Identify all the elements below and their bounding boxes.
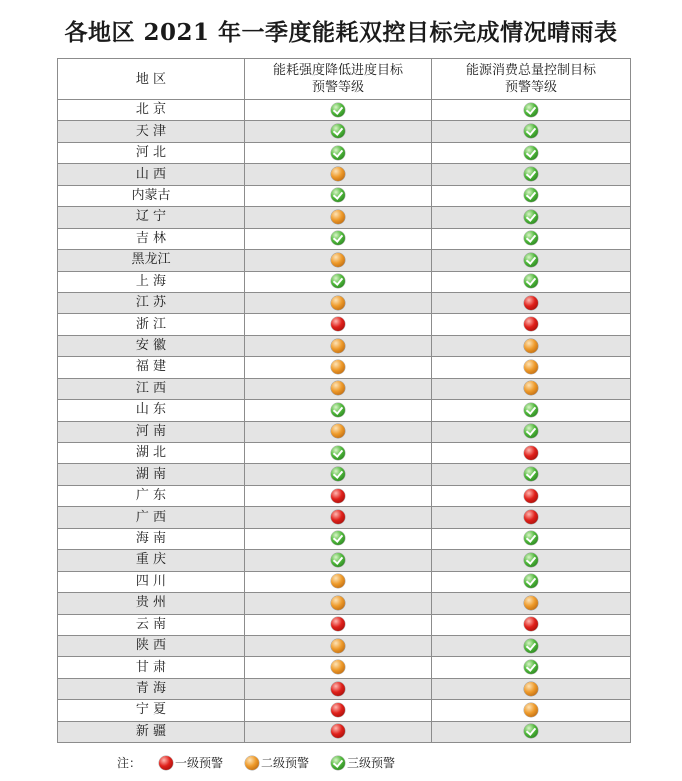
region-cell: 广 东 xyxy=(58,485,245,506)
region-cell: 福 建 xyxy=(58,357,245,378)
region-cell: 青 海 xyxy=(58,678,245,699)
orange-warning-light-icon xyxy=(331,210,345,224)
total-warning-cell xyxy=(432,571,631,592)
intensity-warning-cell xyxy=(245,314,432,335)
header-total xyxy=(432,59,631,100)
orange-warning-light-icon xyxy=(331,660,345,674)
total-warning-cell xyxy=(432,678,631,699)
orange-warning-light-icon xyxy=(331,339,345,353)
intensity-warning-cell xyxy=(245,207,432,228)
region-cell: 湖 北 xyxy=(58,443,245,464)
total-warning-cell xyxy=(432,657,631,678)
orange-warning-light-icon xyxy=(331,360,345,374)
green-warning-light-icon xyxy=(331,188,345,202)
table-row xyxy=(58,250,631,271)
intensity-warning-cell xyxy=(245,100,432,121)
green-warning-light-icon xyxy=(524,253,538,267)
total-warning-cell xyxy=(432,400,631,421)
region-cell: 江 西 xyxy=(58,378,245,399)
total-warning-cell xyxy=(432,292,631,313)
region-cell: 吉 林 xyxy=(58,228,245,249)
total-warning-cell xyxy=(432,378,631,399)
table-row xyxy=(58,357,631,378)
header-total-line2: 预警等级 xyxy=(504,80,557,95)
intensity-warning-cell xyxy=(245,485,432,506)
header-intensity xyxy=(245,59,432,100)
table-row xyxy=(58,657,631,678)
legend-item-label: 一级预警 xyxy=(175,756,224,770)
green-warning-light-icon xyxy=(331,467,345,481)
green-warning-light-icon xyxy=(524,553,538,567)
green-warning-light-icon xyxy=(331,231,345,245)
table-row xyxy=(58,228,631,249)
orange-warning-light-icon xyxy=(331,639,345,653)
region-cell: 山 东 xyxy=(58,400,245,421)
table-row xyxy=(58,443,631,464)
table-row xyxy=(58,164,631,185)
intensity-warning-cell xyxy=(245,292,432,313)
intensity-warning-cell xyxy=(245,164,432,185)
total-warning-cell xyxy=(432,614,631,635)
green-warning-light-icon xyxy=(524,103,538,117)
legend-item xyxy=(245,754,309,771)
table-row xyxy=(58,635,631,656)
orange-warning-light-icon xyxy=(524,339,538,353)
red-warning-light-icon xyxy=(159,756,173,770)
green-warning-light-icon xyxy=(524,639,538,653)
table-row xyxy=(58,185,631,206)
intensity-warning-cell xyxy=(245,421,432,442)
region-cell: 天 津 xyxy=(58,121,245,142)
table-row xyxy=(58,721,631,742)
table-row xyxy=(58,400,631,421)
green-warning-light-icon xyxy=(524,210,538,224)
green-warning-light-icon xyxy=(524,660,538,674)
legend-note: 注： xyxy=(117,756,142,770)
region-cell: 上 海 xyxy=(58,271,245,292)
region-cell: 重 庆 xyxy=(58,550,245,571)
intensity-warning-cell xyxy=(245,528,432,549)
green-warning-light-icon xyxy=(524,574,538,588)
table-header-row xyxy=(58,59,631,100)
intensity-warning-cell xyxy=(245,400,432,421)
total-warning-cell xyxy=(432,335,631,356)
total-warning-cell xyxy=(432,271,631,292)
total-warning-cell xyxy=(432,357,631,378)
legend-item-label: 二级预警 xyxy=(261,756,310,770)
table-row xyxy=(58,271,631,292)
intensity-warning-cell xyxy=(245,443,432,464)
total-warning-cell xyxy=(432,100,631,121)
intensity-warning-cell xyxy=(245,185,432,206)
green-warning-light-icon xyxy=(524,531,538,545)
green-warning-light-icon xyxy=(524,467,538,481)
legend xyxy=(117,754,417,771)
green-warning-light-icon xyxy=(331,756,345,770)
region-cell: 新 疆 xyxy=(58,721,245,742)
red-warning-light-icon xyxy=(524,296,538,310)
table-row xyxy=(58,314,631,335)
orange-warning-light-icon xyxy=(331,424,345,438)
total-warning-cell xyxy=(432,700,631,721)
region-cell: 云 南 xyxy=(58,614,245,635)
page-title: 各地区 2021 年一季度能耗双控目标完成情况晴雨表 xyxy=(64,19,618,46)
green-warning-light-icon xyxy=(524,274,538,288)
total-warning-cell xyxy=(432,142,631,163)
intensity-warning-cell xyxy=(245,121,432,142)
red-warning-light-icon xyxy=(331,703,345,717)
table-row xyxy=(58,700,631,721)
total-warning-cell xyxy=(432,464,631,485)
green-warning-light-icon xyxy=(331,531,345,545)
region-cell: 安 徽 xyxy=(58,335,245,356)
green-warning-light-icon xyxy=(331,124,345,138)
intensity-warning-cell xyxy=(245,571,432,592)
table-row xyxy=(58,121,631,142)
region-cell: 北 京 xyxy=(58,100,245,121)
region-cell: 陕 西 xyxy=(58,635,245,656)
region-cell: 海 南 xyxy=(58,528,245,549)
table-row xyxy=(58,678,631,699)
table-row xyxy=(58,528,631,549)
intensity-warning-cell xyxy=(245,657,432,678)
legend-item-label: 三级预警 xyxy=(347,756,396,770)
region-cell: 甘 肃 xyxy=(58,657,245,678)
orange-warning-light-icon xyxy=(245,756,259,770)
total-warning-cell xyxy=(432,507,631,528)
total-warning-cell xyxy=(432,485,631,506)
total-warning-cell xyxy=(432,593,631,614)
green-warning-light-icon xyxy=(331,403,345,417)
green-warning-light-icon xyxy=(524,724,538,738)
green-warning-light-icon xyxy=(524,403,538,417)
red-warning-light-icon xyxy=(524,489,538,503)
intensity-warning-cell xyxy=(245,635,432,656)
green-warning-light-icon xyxy=(524,146,538,160)
intensity-warning-cell xyxy=(245,678,432,699)
red-warning-light-icon xyxy=(331,317,345,331)
header-intensity-line1: 能耗强度降低进度目标 xyxy=(272,63,403,78)
green-warning-light-icon xyxy=(331,446,345,460)
total-warning-cell xyxy=(432,550,631,571)
table-row xyxy=(58,207,631,228)
intensity-warning-cell xyxy=(245,550,432,571)
intensity-warning-cell xyxy=(245,721,432,742)
green-warning-light-icon xyxy=(524,167,538,181)
total-warning-cell xyxy=(432,443,631,464)
region-cell: 湖 南 xyxy=(58,464,245,485)
region-cell: 贵 州 xyxy=(58,593,245,614)
total-warning-cell xyxy=(432,721,631,742)
orange-warning-light-icon xyxy=(524,381,538,395)
intensity-warning-cell xyxy=(245,614,432,635)
table-row xyxy=(58,142,631,163)
orange-warning-light-icon xyxy=(331,574,345,588)
orange-warning-light-icon xyxy=(331,296,345,310)
intensity-warning-cell xyxy=(245,142,432,163)
green-warning-light-icon xyxy=(331,146,345,160)
intensity-warning-cell xyxy=(245,250,432,271)
region-cell: 河 北 xyxy=(58,142,245,163)
green-warning-light-icon xyxy=(524,231,538,245)
table-row xyxy=(58,464,631,485)
table-row xyxy=(58,378,631,399)
orange-warning-light-icon xyxy=(524,682,538,696)
total-warning-cell xyxy=(432,250,631,271)
table-row xyxy=(58,507,631,528)
orange-warning-light-icon xyxy=(331,381,345,395)
intensity-warning-cell xyxy=(245,378,432,399)
total-warning-cell xyxy=(432,121,631,142)
intensity-warning-cell xyxy=(245,271,432,292)
region-cell: 辽 宁 xyxy=(58,207,245,228)
orange-warning-light-icon xyxy=(524,596,538,610)
orange-warning-light-icon xyxy=(331,596,345,610)
region-cell: 宁 夏 xyxy=(58,700,245,721)
total-warning-cell xyxy=(432,528,631,549)
orange-warning-light-icon xyxy=(331,253,345,267)
legend-item xyxy=(159,754,223,771)
green-warning-light-icon xyxy=(331,103,345,117)
red-warning-light-icon xyxy=(524,510,538,524)
intensity-warning-cell xyxy=(245,700,432,721)
green-warning-light-icon xyxy=(524,424,538,438)
table-row xyxy=(58,593,631,614)
table-row xyxy=(58,485,631,506)
intensity-warning-cell xyxy=(245,593,432,614)
orange-warning-light-icon xyxy=(524,703,538,717)
table-row xyxy=(58,292,631,313)
region-cell: 河 南 xyxy=(58,421,245,442)
warning-table xyxy=(57,58,631,743)
header-total-line1: 能源消费总量控制目标 xyxy=(465,63,596,78)
orange-warning-light-icon xyxy=(331,167,345,181)
legend-item xyxy=(331,754,395,771)
green-warning-light-icon xyxy=(331,274,345,288)
red-warning-light-icon xyxy=(331,724,345,738)
red-warning-light-icon xyxy=(524,446,538,460)
table-row xyxy=(58,100,631,121)
orange-warning-light-icon xyxy=(524,360,538,374)
region-cell: 江 苏 xyxy=(58,292,245,313)
total-warning-cell xyxy=(432,164,631,185)
red-warning-light-icon xyxy=(331,617,345,631)
header-intensity-line2: 预警等级 xyxy=(311,80,364,95)
intensity-warning-cell xyxy=(245,335,432,356)
region-cell: 黑龙江 xyxy=(58,250,245,271)
region-cell: 山 西 xyxy=(58,164,245,185)
total-warning-cell xyxy=(432,314,631,335)
table-row xyxy=(58,614,631,635)
green-warning-light-icon xyxy=(524,124,538,138)
red-warning-light-icon xyxy=(331,510,345,524)
intensity-warning-cell xyxy=(245,507,432,528)
intensity-warning-cell xyxy=(245,357,432,378)
region-cell: 内蒙古 xyxy=(58,185,245,206)
intensity-warning-cell xyxy=(245,464,432,485)
header-region: 地 区 xyxy=(58,59,245,100)
table-row xyxy=(58,335,631,356)
red-warning-light-icon xyxy=(524,317,538,331)
region-cell: 四 川 xyxy=(58,571,245,592)
green-warning-light-icon xyxy=(524,188,538,202)
total-warning-cell xyxy=(432,421,631,442)
red-warning-light-icon xyxy=(331,682,345,696)
red-warning-light-icon xyxy=(524,617,538,631)
total-warning-cell xyxy=(432,185,631,206)
total-warning-cell xyxy=(432,228,631,249)
green-warning-light-icon xyxy=(331,553,345,567)
red-warning-light-icon xyxy=(331,489,345,503)
region-cell: 广 西 xyxy=(58,507,245,528)
table-row xyxy=(58,421,631,442)
total-warning-cell xyxy=(432,207,631,228)
table-row xyxy=(58,550,631,571)
region-cell: 浙 江 xyxy=(58,314,245,335)
table-row xyxy=(58,571,631,592)
total-warning-cell xyxy=(432,635,631,656)
intensity-warning-cell xyxy=(245,228,432,249)
